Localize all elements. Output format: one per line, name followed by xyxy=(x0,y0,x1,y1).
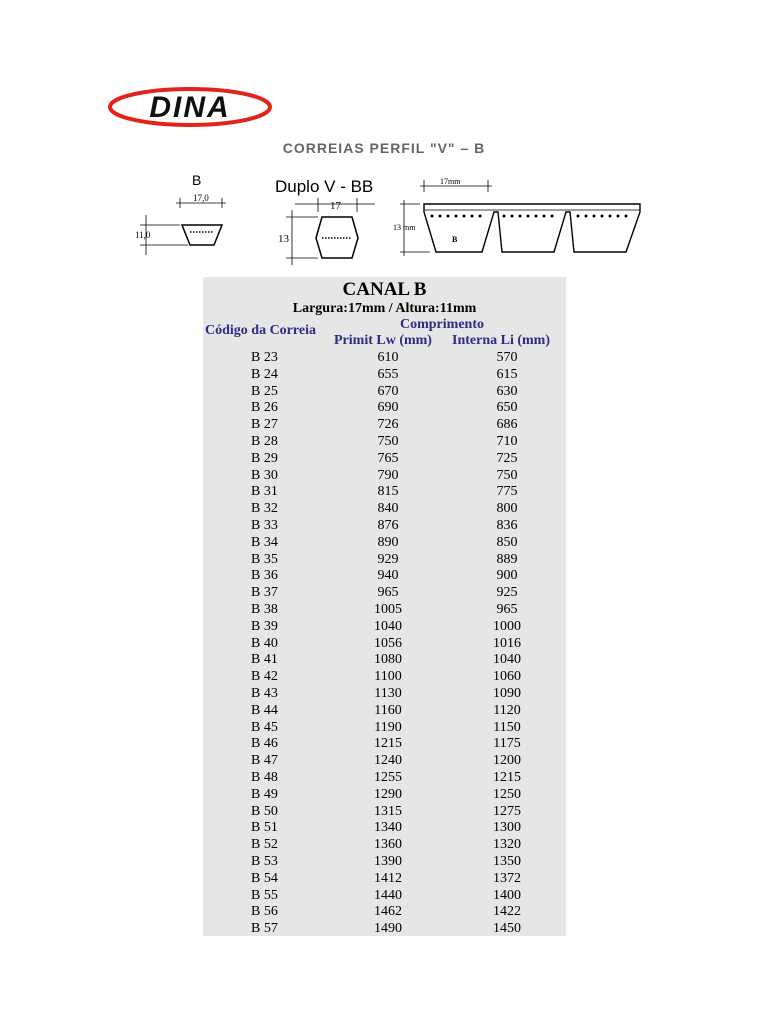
cell-codigo: B 57 xyxy=(251,921,278,937)
cell-primit: 1080 xyxy=(374,652,402,668)
table-row xyxy=(203,568,566,585)
cell-codigo: B 31 xyxy=(251,484,278,500)
cell-primit: 1130 xyxy=(374,685,402,701)
cell-primit: 840 xyxy=(377,501,399,517)
cell-interna: 686 xyxy=(496,417,518,433)
svg-text:B: B xyxy=(192,172,202,188)
svg-text:Duplo V - BB: Duplo V - BB xyxy=(275,177,374,196)
cell-codigo: B 55 xyxy=(251,887,278,903)
cell-codigo: B 25 xyxy=(251,383,278,399)
cell-primit: 1005 xyxy=(374,601,402,617)
cell-interna: 889 xyxy=(496,551,518,567)
cell-primit: 890 xyxy=(377,534,399,550)
cell-codigo: B 42 xyxy=(251,669,278,685)
cell-codigo: B 29 xyxy=(251,450,278,466)
canal-b-table xyxy=(203,277,566,936)
table-row xyxy=(203,434,566,451)
cell-codigo: B 46 xyxy=(251,736,278,752)
cell-primit: 690 xyxy=(377,400,399,416)
cell-interna: 750 xyxy=(496,467,518,483)
cell-codigo: B 47 xyxy=(251,753,278,769)
table-row xyxy=(203,585,566,602)
cell-codigo: B 52 xyxy=(251,837,278,853)
table-row xyxy=(203,501,566,518)
cell-interna: 1060 xyxy=(493,669,521,685)
cell-codigo: B 38 xyxy=(251,601,278,617)
cell-primit: 1215 xyxy=(374,736,402,752)
cell-primit: 1390 xyxy=(374,853,402,869)
cell-interna: 630 xyxy=(496,383,518,399)
cell-codigo: B 32 xyxy=(251,501,278,517)
cell-codigo: B 56 xyxy=(251,904,278,920)
cell-codigo: B 39 xyxy=(251,618,278,634)
cell-primit: 1290 xyxy=(374,786,402,802)
table-row xyxy=(203,652,566,669)
cell-interna: 1090 xyxy=(493,685,521,701)
cell-interna: 1320 xyxy=(493,837,521,853)
cell-interna: 1300 xyxy=(493,820,521,836)
belt-profile-diagrams xyxy=(0,170,768,270)
table-body xyxy=(203,350,566,938)
header-interna: Interna Li (mm) xyxy=(452,333,550,348)
table-row xyxy=(203,535,566,552)
table-title: CANAL B xyxy=(342,279,427,300)
table-row xyxy=(203,552,566,569)
cell-primit: 1255 xyxy=(374,769,402,785)
table-row xyxy=(203,350,566,367)
cell-primit: 1190 xyxy=(374,719,402,735)
cell-codigo: B 34 xyxy=(251,534,278,550)
cell-interna: 1400 xyxy=(493,887,521,903)
cell-codigo: B 50 xyxy=(251,803,278,819)
cell-interna: 1250 xyxy=(493,786,521,802)
table-row xyxy=(203,384,566,401)
table-row xyxy=(203,686,566,703)
cell-codigo: B 40 xyxy=(251,635,278,651)
table-row xyxy=(203,820,566,837)
table-row xyxy=(203,602,566,619)
cell-interna: 900 xyxy=(496,568,518,584)
single-belt-diagram xyxy=(135,172,226,255)
cell-interna: 570 xyxy=(496,350,518,365)
table-row xyxy=(203,619,566,636)
table-row xyxy=(203,770,566,787)
svg-text:B: B xyxy=(452,235,458,244)
cell-codigo: B 36 xyxy=(251,568,278,584)
cell-codigo: B 28 xyxy=(251,433,278,449)
table-row xyxy=(203,854,566,871)
table-row xyxy=(203,787,566,804)
cell-interna: 1372 xyxy=(493,870,521,886)
cell-primit: 1100 xyxy=(374,669,402,685)
cell-primit: 929 xyxy=(377,551,399,567)
cell-codigo: B 26 xyxy=(251,400,278,416)
cell-codigo: B 44 xyxy=(251,702,278,718)
cell-codigo: B 30 xyxy=(251,467,278,483)
cell-interna: 710 xyxy=(496,433,518,449)
cell-primit: 726 xyxy=(377,417,399,433)
cell-primit: 1360 xyxy=(374,837,402,853)
dina-logo xyxy=(107,86,273,128)
cell-codigo: B 35 xyxy=(251,551,278,567)
cell-primit: 1315 xyxy=(374,803,402,819)
table-subtitle: Largura:17mm / Altura:11mm xyxy=(292,301,477,316)
cell-interna: 800 xyxy=(496,501,518,517)
header-codigo: Código da Correia xyxy=(205,323,316,338)
cell-codigo: B 37 xyxy=(251,585,278,601)
table-row xyxy=(203,367,566,384)
cell-primit: 1160 xyxy=(374,702,402,718)
svg-text:17: 17 xyxy=(330,200,341,212)
table-row xyxy=(203,837,566,854)
cell-primit: 1412 xyxy=(374,870,402,886)
cell-primit: 765 xyxy=(377,450,399,466)
table-row xyxy=(203,484,566,501)
table-row xyxy=(203,904,566,921)
cell-primit: 1040 xyxy=(374,618,402,634)
cell-codigo: B 41 xyxy=(251,652,278,668)
cell-codigo: B 51 xyxy=(251,820,278,836)
cell-codigo: B 54 xyxy=(251,870,278,886)
cell-interna: 1200 xyxy=(493,753,521,769)
cell-interna: 650 xyxy=(496,400,518,416)
svg-text:13 mm: 13 mm xyxy=(393,223,416,232)
cell-codigo: B 33 xyxy=(251,517,278,533)
cell-interna: 775 xyxy=(496,484,518,500)
table-row xyxy=(203,400,566,417)
cell-primit: 1440 xyxy=(374,887,402,903)
cell-interna: 1016 xyxy=(493,635,521,651)
cell-primit: 1240 xyxy=(374,753,402,769)
cell-interna: 1422 xyxy=(493,904,521,920)
table-row xyxy=(203,720,566,737)
table-row xyxy=(203,417,566,434)
cell-interna: 1000 xyxy=(493,618,521,634)
table-row xyxy=(203,703,566,720)
cell-codigo: B 27 xyxy=(251,417,278,433)
cell-codigo: B 43 xyxy=(251,685,278,701)
cell-primit: 790 xyxy=(377,467,399,483)
table-row xyxy=(203,636,566,653)
cell-primit: 1462 xyxy=(374,904,402,920)
cell-primit: 670 xyxy=(377,383,399,399)
logo-text: DINA xyxy=(149,91,231,124)
cell-primit: 815 xyxy=(377,484,399,500)
cell-interna: 615 xyxy=(496,366,518,382)
triple-belt-diagram xyxy=(393,177,640,256)
cell-interna: 1175 xyxy=(493,736,521,752)
cell-codigo: B 48 xyxy=(251,769,278,785)
cell-interna: 1275 xyxy=(493,803,521,819)
cell-interna: 1350 xyxy=(493,853,521,869)
cell-primit: 750 xyxy=(377,433,399,449)
table-row xyxy=(203,451,566,468)
cell-primit: 876 xyxy=(377,517,399,533)
table-row xyxy=(203,888,566,905)
cell-interna: 1040 xyxy=(493,652,521,668)
table-row xyxy=(203,921,566,938)
page-subtitle: CORREIAS PERFIL "V" – B xyxy=(282,140,486,156)
cell-codigo: B 45 xyxy=(251,719,278,735)
cell-codigo: B 23 xyxy=(251,350,278,365)
cell-codigo: B 24 xyxy=(251,366,278,382)
cell-interna: 1215 xyxy=(493,769,521,785)
header-primit: Primit Lw (mm) xyxy=(334,333,432,348)
cell-primit: 1340 xyxy=(374,820,402,836)
svg-text:11,0: 11,0 xyxy=(135,230,151,240)
cell-interna: 725 xyxy=(496,450,518,466)
cell-codigo: B 53 xyxy=(251,853,278,869)
svg-text:17mm: 17mm xyxy=(440,177,461,186)
cell-primit: 965 xyxy=(377,585,399,601)
table-row xyxy=(203,736,566,753)
cell-interna: 836 xyxy=(496,517,518,533)
table-row xyxy=(203,871,566,888)
cell-interna: 1450 xyxy=(493,921,521,937)
cell-interna: 965 xyxy=(496,601,518,617)
table-row xyxy=(203,804,566,821)
cell-interna: 1150 xyxy=(493,719,521,735)
cell-primit: 655 xyxy=(377,366,399,382)
svg-text:13: 13 xyxy=(278,233,289,245)
cell-primit: 1056 xyxy=(374,635,402,651)
cell-interna: 1120 xyxy=(493,702,521,718)
table-row xyxy=(203,753,566,770)
cell-codigo: B 49 xyxy=(251,786,278,802)
svg-text:17,0: 17,0 xyxy=(193,193,209,203)
cell-primit: 610 xyxy=(377,350,399,365)
table-row xyxy=(203,669,566,686)
cell-primit: 1490 xyxy=(374,921,402,937)
double-belt-diagram xyxy=(275,177,375,265)
header-comprimento: Comprimento xyxy=(400,317,484,332)
table-row xyxy=(203,518,566,535)
cell-primit: 940 xyxy=(377,568,399,584)
cell-interna: 850 xyxy=(496,534,518,550)
table-row xyxy=(203,468,566,485)
cell-interna: 925 xyxy=(496,585,518,601)
